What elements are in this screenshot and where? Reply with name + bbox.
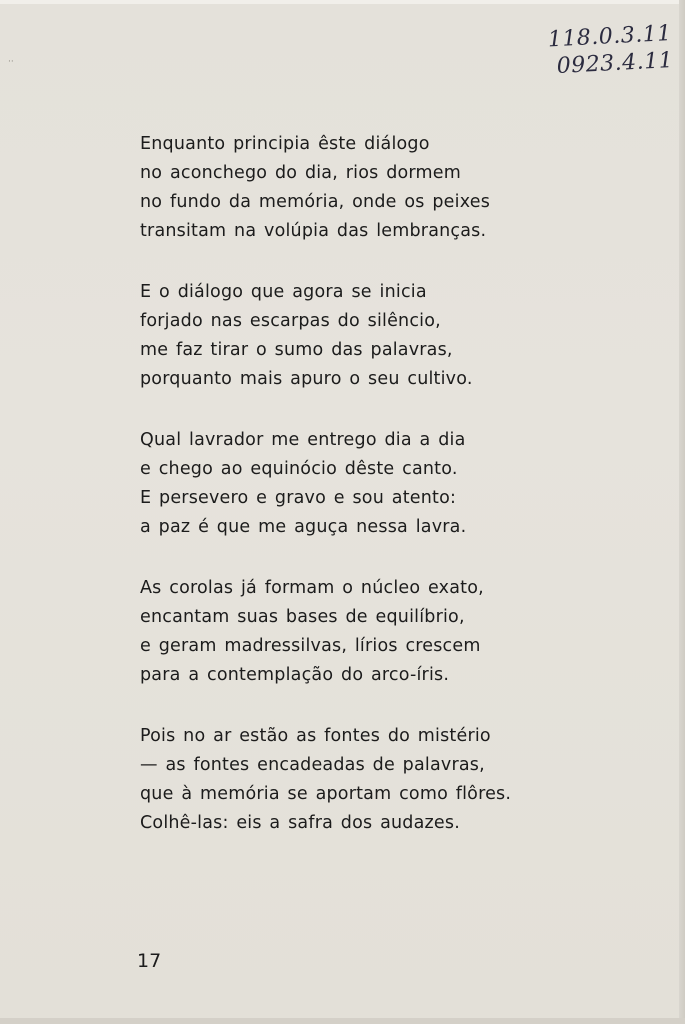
poem-line: Pois no ar estão as fontes do mistério (140, 726, 491, 746)
poem-line: Qual lavrador me entrego dia a dia (140, 430, 466, 450)
stanza (140, 426, 660, 542)
poem-line: E persevero e gravo e sou atento: (140, 488, 457, 508)
poem-body (140, 130, 660, 870)
poem-line: que à memória se aportam como flôres. (140, 784, 512, 804)
page-top-edge (0, 0, 685, 4)
page-right-edge (679, 0, 685, 1024)
catalog-mark-line: 0923.4.11 (556, 47, 674, 80)
poem-line: porquanto mais apuro o seu cultivo. (140, 369, 473, 389)
stanza (140, 130, 660, 246)
poem-line: Enquanto principia êste diálogo (140, 134, 430, 154)
poem-line: e chego ao equinócio dêste canto. (140, 459, 458, 479)
catalog-mark-line: 118.0.3.11 (547, 20, 673, 53)
poem-line: me faz tirar o sumo das palavras, (140, 340, 453, 360)
stanza (140, 574, 660, 690)
poem-line: Colhê-las: eis a safra dos audazes. (140, 813, 460, 833)
stanza (140, 722, 660, 838)
poem-line: encantam suas bases de equilíbrio, (140, 607, 465, 627)
poem-line: e geram madressilvas, lírios crescem (140, 636, 481, 656)
poem-line: no fundo da memória, onde os peixes (140, 192, 491, 212)
paper-speck: ·· (8, 57, 14, 67)
poem-line: forjado nas escarpas do silêncio, (140, 311, 441, 331)
poem-line: transitam na volúpia das lembranças. (140, 221, 487, 241)
poem-line: As corolas já formam o núcleo exato, (140, 578, 484, 598)
stanza (140, 278, 660, 394)
poem-line: para a contemplação do arco-íris. (140, 665, 450, 685)
poem-line: — as fontes encadeadas de palavras, (140, 755, 485, 775)
poem-line: E o diálogo que agora se inicia (140, 282, 427, 302)
poem-line: no aconchego do dia, rios dormem (140, 163, 461, 183)
page-bottom-edge (0, 1018, 685, 1024)
poem-line: a paz é que me aguça nessa lavra. (140, 517, 467, 537)
handwritten-catalog-number (547, 20, 674, 80)
page-number: 17 (137, 950, 162, 972)
